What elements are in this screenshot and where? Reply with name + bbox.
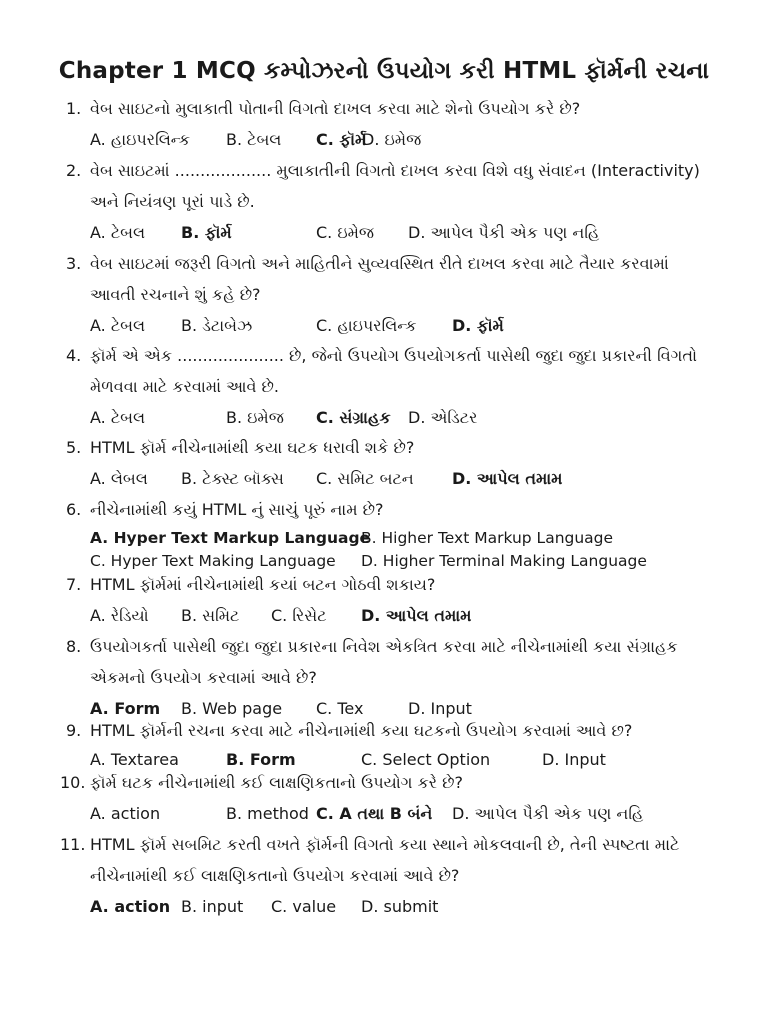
question-number: 3. bbox=[66, 254, 82, 273]
option-c: C. સમિટ બટન bbox=[316, 469, 414, 488]
option-c-correct: C. સંગ્રાહક bbox=[316, 408, 391, 427]
options-row bbox=[66, 463, 746, 494]
question-number: 2. bbox=[66, 161, 82, 180]
option-a: A. ટેબલ bbox=[90, 408, 146, 427]
question-text: ફૉર્મ એ એક ..................... છે, જેનો ઉપયોગ ઉપયોગકર્તા પાસેથી જુદા જુદા પ્રકારની વિગતો bbox=[90, 346, 697, 365]
option-a-correct: A. action bbox=[90, 897, 171, 916]
question-number: 8. bbox=[66, 637, 82, 656]
question-9 bbox=[66, 715, 746, 771]
option-b: B. ટેબલ bbox=[226, 130, 282, 149]
option-a-correct: A. Hyper Text Markup Language bbox=[90, 529, 371, 547]
question-5 bbox=[66, 432, 746, 494]
option-a: A. ટેબલ bbox=[90, 316, 146, 335]
question-number: 11. bbox=[60, 835, 86, 854]
option-a: A. લેબલ bbox=[90, 469, 148, 488]
question-text-continued: આવતી રચનાને શું કહે છે? bbox=[90, 285, 261, 304]
option-d-correct: D. આપેલ તમામ bbox=[452, 469, 563, 488]
option-b: B. સમિટ bbox=[181, 606, 240, 625]
question-10 bbox=[60, 767, 746, 829]
question-text: HTML ફૉર્મમાં નીચેનામાંથી કયાં બટન ગોઠવી શકાય? bbox=[90, 575, 436, 594]
options-row bbox=[66, 798, 746, 829]
option-a: A. ટેબલ bbox=[90, 223, 146, 242]
option-b: B. ટેક્સ્ટ બૉક્સ bbox=[181, 469, 284, 488]
option-b: B. ડેટાબેઝ bbox=[181, 316, 253, 335]
option-c: C. હાઇપરલિન્ક bbox=[316, 316, 417, 335]
question-number: 5. bbox=[66, 438, 82, 457]
question-text-continued: મેળવવા માટે કરવામાં આવે છે. bbox=[90, 377, 279, 396]
question-number: 7. bbox=[66, 575, 82, 594]
option-d: D. submit bbox=[361, 897, 439, 916]
option-c: C. Tex bbox=[316, 699, 364, 718]
option-b: B. method bbox=[226, 804, 309, 823]
question-number: 1. bbox=[66, 99, 82, 118]
question-text: ઉપયોગકર્તા પાસેથી જુદા જુદા પ્રકારના નિવેશ એકત્રિત કરવા માટે નીચેનામાંથી કયા સંગ્રાહક bbox=[90, 637, 678, 656]
option-b: B. Higher Text Markup Language bbox=[361, 529, 614, 547]
option-b: B. Web page bbox=[181, 699, 283, 718]
option-d: D. Input bbox=[408, 699, 472, 718]
question-11 bbox=[60, 829, 746, 922]
question-text-continued: એકમનો ઉપયોગ કરવામાં આવે છે? bbox=[90, 668, 317, 687]
option-b: B. input bbox=[181, 897, 244, 916]
question-8 bbox=[66, 631, 746, 720]
question-text: વેબ સાઇટમાં ................... મુલાકાતીની વિગતો દાખલ કરવા વિશે વધુ સંવાદન (Interactivity) bbox=[90, 161, 700, 180]
option-d: D. Higher Terminal Making Language bbox=[361, 552, 647, 570]
option-c: C. value bbox=[271, 897, 337, 916]
question-3 bbox=[66, 248, 746, 341]
option-d-correct: D. ફૉર્મ bbox=[452, 316, 504, 335]
option-b-correct: B. Form bbox=[226, 750, 296, 769]
question-text: વેબ સાઇટનો મુલાકાતી પોતાની વિગતો દાખલ કરવા માટે શેનો ઉપયોગ કરે છે? bbox=[90, 99, 581, 118]
option-a-correct: A. Form bbox=[90, 699, 161, 718]
option-c: C. Hyper Text Making Language bbox=[90, 552, 336, 570]
option-c: C. Select Option bbox=[361, 750, 491, 769]
question-text: નીચેનામાંથી કયું HTML નું સાચું પૂરું નામ છે? bbox=[90, 500, 384, 519]
options-row bbox=[66, 891, 746, 922]
question-1 bbox=[66, 93, 746, 155]
option-d: D. ઇમેજ bbox=[362, 130, 422, 149]
options-row bbox=[66, 310, 746, 341]
options-row bbox=[66, 600, 746, 631]
option-d: D. આપેલ પૈકી એક પણ નહિ bbox=[452, 804, 644, 823]
option-d-correct: D. આપેલ તમામ bbox=[361, 606, 472, 625]
option-d: D. એડિટર bbox=[408, 408, 478, 427]
option-c: C. ઇમેજ bbox=[316, 223, 375, 242]
question-7 bbox=[66, 569, 746, 631]
question-number: 6. bbox=[66, 500, 82, 519]
question-4 bbox=[66, 340, 746, 433]
option-b-correct: B. ફૉર્મ bbox=[181, 223, 232, 242]
option-a: A. રેડિયો bbox=[90, 606, 149, 625]
question-number: 9. bbox=[66, 721, 82, 740]
question-6 bbox=[66, 494, 746, 573]
option-c: C. રિસેટ bbox=[271, 606, 327, 625]
question-text-continued: નીચેનામાંથી કઈ લાક્ષણિકતાનો ઉપયોગ કરવામાં આવે છે? bbox=[90, 866, 460, 885]
page-title: Chapter 1 MCQ કમ્પોઝરનો ઉપયોગ કરી HTML ફૉર્મની રચના bbox=[58, 58, 710, 84]
option-a: A. action bbox=[90, 804, 161, 823]
options-row bbox=[66, 402, 746, 433]
question-text: HTML ફૉર્મની રચના કરવા માટે નીચેનામાંથી કયા ઘટકનો ઉપયોગ કરવામાં આવે છ? bbox=[90, 721, 633, 740]
question-text: વેબ સાઇટમાં જરૂરી વિગતો અને માહિતીને સુવ્યવસ્થિત રીતે દાખલ કરવા માટે તૈયાર કરવામાં bbox=[90, 254, 669, 273]
option-d: D. આપેલ પૈકી એક પણ નહિ bbox=[408, 223, 600, 242]
question-2 bbox=[66, 155, 746, 248]
option-a: A. Textarea bbox=[90, 750, 179, 769]
option-c-correct: C. A તથા B બંને bbox=[316, 804, 433, 823]
question-text-continued: અને નિયંત્રણ પૂરાં પાડે છે. bbox=[90, 192, 255, 211]
option-d: D. Input bbox=[542, 750, 606, 769]
question-number: 10. bbox=[60, 773, 86, 792]
question-text: ફૉર્મ ઘટક નીચેનામાંથી કઈ લાક્ષણિકતાનો ઉપયોગ કરે છે? bbox=[90, 773, 463, 792]
option-c-correct: C. ફૉર્મ bbox=[316, 130, 367, 149]
question-text: HTML ફૉર્મ નીચેનામાંથી કયા ઘટક ધરાવી શકે છે? bbox=[90, 438, 415, 457]
options-row bbox=[66, 527, 746, 550]
question-text: HTML ફૉર્મ સબમિટ કરતી વખતે ફૉર્મની વિગતો કયા સ્થાને મોકલવાની છે, તેની સ્પષ્ટતા માટે bbox=[90, 835, 680, 854]
options-row bbox=[66, 217, 746, 248]
option-a: A. હાઇપરલિન્ક bbox=[90, 130, 191, 149]
option-b: B. ઇમેજ bbox=[226, 408, 284, 427]
question-number: 4. bbox=[66, 346, 82, 365]
options-row bbox=[66, 124, 746, 155]
